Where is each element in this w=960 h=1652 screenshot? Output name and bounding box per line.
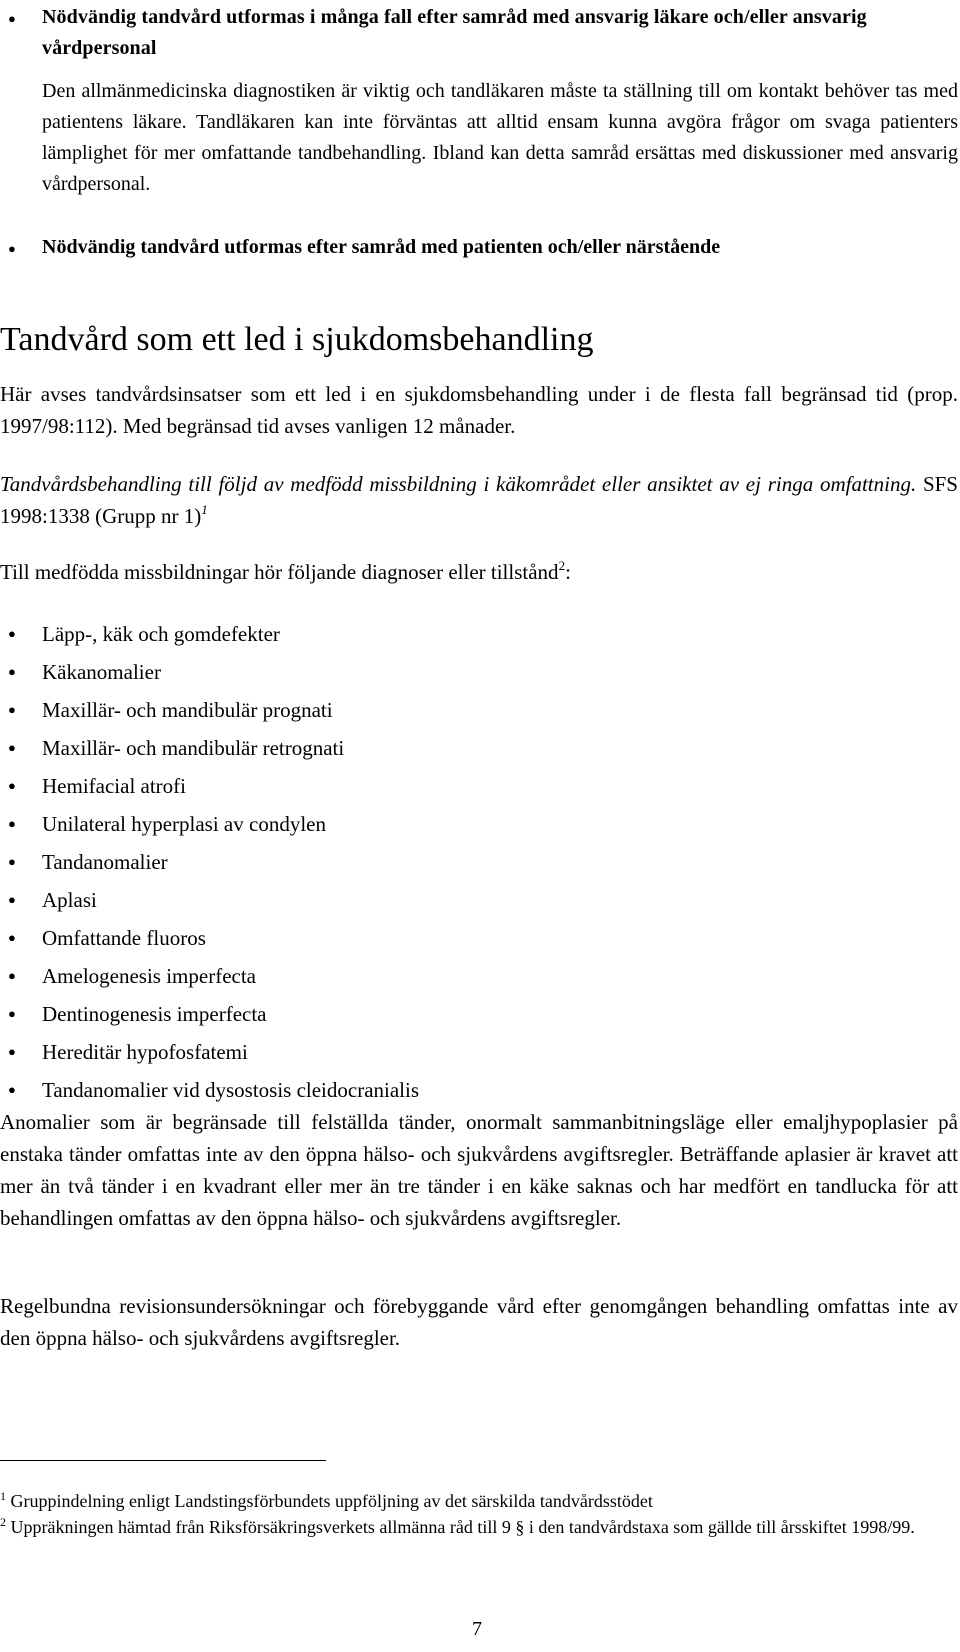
bullet-item-consultation: [0, 2, 958, 200]
bullet-icon: ●: [8, 664, 16, 679]
bullet-item-patient-consultation: [0, 232, 940, 263]
page-number: 7: [472, 1618, 482, 1640]
list-item: [0, 653, 940, 691]
list-item: [0, 1033, 940, 1071]
italic-lead-paragraph: [0, 468, 958, 532]
footnote-2: [0, 1514, 958, 1540]
list-item: [0, 995, 940, 1033]
list-intro: [0, 556, 958, 588]
list-item: [0, 691, 940, 729]
bullet-paragraph: Den allmänmedicinska diagnostiken är viktig och tandläkaren måste ta ställning till om kontakt behöver tas med patientens läkare. Tandläkaren kan inte förväntas att alltid ensam kunna avgöra frågor om svaga patienters lämplighet för mer omfattande tandbehandling. Ibland kan detta samråd ersättas med diskussioner med ansvarig vårdpersonal.: [42, 80, 958, 195]
bullet-icon: ●: [8, 778, 16, 793]
bullet-icon: ●: [8, 892, 16, 907]
bullet-icon: ●: [8, 1006, 16, 1021]
sfs-reference: SFS 1998:1338 (Grupp nr 1): [0, 472, 958, 528]
list-item-text: Läpp-, käk och gomdefekter: [42, 622, 280, 646]
bullet-icon: ●: [8, 241, 16, 256]
anomalies-paragraph: Anomalier som är begränsade till felställda tänder, onormalt sammanbitningsläge eller emaljhypoplasier på enstaka tänder omfattas inte av den öppna hälso- och sjukvårdens avgiftsregler. Beträffande aplasier är kravet att mer än två tänder i en kvadrant eller mer än tre tänder i en käke saknas och har medfört en tandlucka för att behandlingen omfattas av den öppna hälso- och sjukvårdens avgiftsregler.: [0, 1110, 958, 1230]
list-item-text: Hereditär hypofosfatemi: [42, 1040, 248, 1064]
bullet-icon: ●: [8, 1082, 16, 1097]
footnote-mark: 1: [0, 1489, 6, 1503]
bullet-icon: ●: [8, 930, 16, 945]
bullet-icon: ●: [8, 702, 16, 717]
list-item-text: Tandanomalier vid dysostosis cleidocranialis: [42, 1078, 420, 1102]
bullet-icon: ●: [8, 1044, 16, 1059]
list-item: [0, 881, 940, 919]
bullet-icon: ●: [8, 740, 16, 755]
list-item: [0, 1071, 940, 1109]
list-item: [0, 805, 940, 843]
footnote-mark-1: 1: [201, 502, 208, 517]
bullet-icon: ●: [8, 816, 16, 831]
section-title: Tandvård som ett led i sjukdomsbehandling: [0, 321, 594, 358]
list-item-text: Dentinogenesis imperfecta: [42, 1002, 267, 1026]
diagnoses-list: [0, 615, 940, 1109]
bullet-body: [42, 2, 958, 200]
footnote-text: Uppräkningen hämtad från Riksförsäkringsverkets allmänna råd till 9 § i den tandvårdstaxa som gällde till årsskiftet 1998/99.: [6, 1517, 915, 1537]
list-item-text: Omfattande fluoros: [42, 926, 206, 950]
list-item-text: Tandanomalier: [42, 850, 168, 874]
list-item: [0, 615, 940, 653]
list-item: [0, 919, 940, 957]
bullet-heading: Nödvändig tandvård utformas efter samråd med patienten och/eller närstående: [42, 236, 721, 258]
footnote-mark: 2: [0, 1515, 6, 1529]
footnote-1: [0, 1488, 958, 1514]
list-intro-suffix: :: [565, 560, 571, 584]
section-intro-paragraph: Här avses tandvårdsinsatser som ett led i en sjukdomsbehandling under i de flesta fall begränsad tid (prop. 1997/98:112). Med begränsad tid avses vanligen 12 månader.: [0, 382, 958, 438]
bullet-icon: ●: [8, 854, 16, 869]
italic-lead-text: Tandvårdsbehandling till följd av medfödd missbildning i käkområdet eller ansiktet av ej ringa omfattning.: [0, 472, 917, 496]
list-item-text: Unilateral hyperplasi av condylen: [42, 812, 326, 836]
bullet-icon: ●: [8, 626, 16, 641]
list-item-text: Aplasi: [42, 888, 97, 912]
bullet-heading: Nödvändig tandvård utformas i många fall efter samråd med ansvarig läkare och/eller ansvarig vårdpersonal: [42, 6, 867, 59]
revision-paragraph: Regelbundna revisionsundersökningar och förebyggande vård efter genomgången behandling omfattas inte av den öppna hälso- och sjukvårdens avgiftsregler.: [0, 1294, 958, 1350]
list-item: [0, 843, 940, 881]
footnote-separator: [0, 1460, 326, 1461]
footnote-text: Gruppindelning enligt Landstingsförbundets uppföljning av det särskilda tandvårdsstödet: [6, 1491, 653, 1511]
list-item-text: Maxillär- och mandibulär prognati: [42, 698, 333, 722]
list-item-text: Käkanomalier: [42, 660, 161, 684]
bullet-icon: ●: [8, 11, 16, 26]
list-item: [0, 729, 940, 767]
bullet-body: [42, 232, 958, 263]
list-item: [0, 767, 940, 805]
footnote-mark-2: 2: [558, 558, 566, 573]
list-item-text: Maxillär- och mandibulär retrognati: [42, 736, 345, 760]
list-item: [0, 957, 940, 995]
bullet-icon: ●: [8, 968, 16, 983]
list-intro-text: Till medfödda missbildningar hör följande diagnoser eller tillstånd: [0, 560, 559, 584]
list-item-text: Amelogenesis imperfecta: [42, 964, 256, 988]
list-item-text: Hemifacial atrofi: [42, 774, 187, 798]
